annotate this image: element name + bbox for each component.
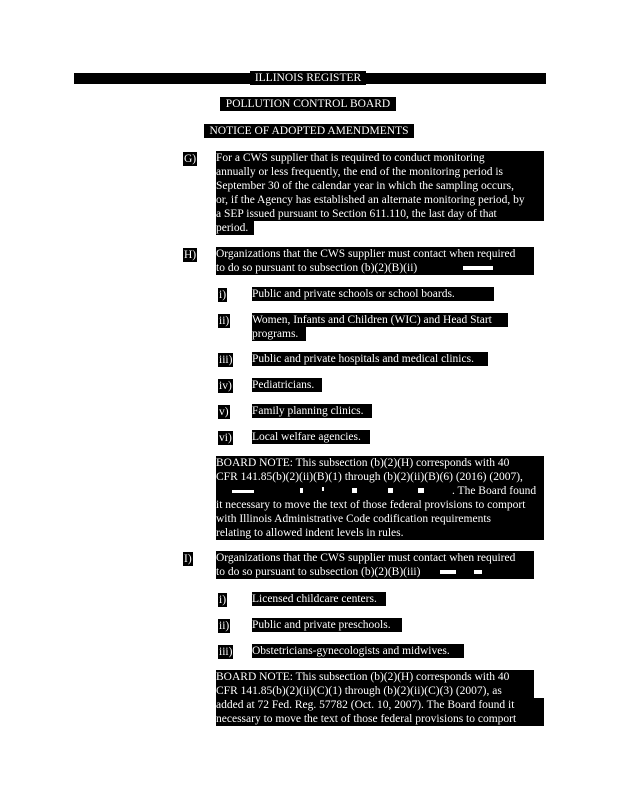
section-g-line-4: or, if the Agency has established an alternate monitoring period, by <box>216 193 544 207</box>
section-h-line-2: to do so pursuant to subsection (b)(2)(B)(ii) <box>216 261 534 275</box>
section-h-item-iii-text: Public and private hospitals and medical clinics. <box>252 352 488 366</box>
section-i-line-2: to do so pursuant to subsection (b)(2)(B)(iii) <box>216 565 534 579</box>
redaction-mark <box>352 488 357 493</box>
section-h-item-ii-text-2: programs. <box>252 327 306 341</box>
board-note-h-line-1: BOARD NOTE: This subsection (b)(2)(H) corresponds with 40 <box>216 456 544 470</box>
redaction-mark <box>440 570 456 574</box>
section-g-line-5: a SEP issued pursuant to Section 611.110, the last day of that <box>216 207 544 221</box>
section-i-line-1: Organizations that the CWS supplier must contact when required <box>216 551 534 565</box>
section-h-item-i-label: i) <box>219 289 227 301</box>
board-note-i-line-2: CFR 141.85(b)(2)(ii)(C)(1) through (b)(2)(ii)(C)(3) (2007), as <box>216 684 534 698</box>
section-g-line-3: September 30 of the calendar year in which the sampling occurs, <box>216 179 544 193</box>
redaction-mark <box>474 570 482 574</box>
redaction-mark <box>388 488 393 493</box>
section-h-item-iii-label: iii) <box>219 354 233 366</box>
section-h-line-1: Organizations that the CWS supplier must contact when required <box>216 247 534 261</box>
board-title: POLLUTION CONTROL BOARD <box>220 97 396 111</box>
section-h-item-iv-text: Pediatricians. <box>252 378 322 392</box>
section-g-line-1: For a CWS supplier that is required to conduct monitoring <box>216 151 544 165</box>
board-note-i-line-4: necessary to move the text of those federal provisions to comport <box>216 712 544 726</box>
section-i-item-ii-text: Public and private preschools. <box>252 618 402 632</box>
section-h-item-v-label: v) <box>219 406 229 418</box>
section-i-item-i-text: Licensed childcare centers. <box>252 592 386 606</box>
section-i-item-i-label: i) <box>219 594 227 606</box>
section-h-item-vi-label: vi) <box>219 432 232 444</box>
section-i-label: I) <box>184 553 192 565</box>
board-note-h-line-4: it necessary to move the text of those federal provisions to comport <box>216 498 544 512</box>
board-note-i-line-3: added at 72 Fed. Reg. 57782 (Oct. 10, 2007). The Board found it <box>216 698 544 712</box>
section-g-label: G) <box>184 153 197 165</box>
section-i-item-ii-label: ii) <box>219 620 230 632</box>
section-g-line-2: annually or less frequently, the end of the monitoring period is <box>216 165 544 179</box>
redaction-mark <box>300 488 303 493</box>
redaction-mark <box>463 266 493 270</box>
board-note-h-line-5: with Illinois Administrative Code codification requirements <box>216 512 544 526</box>
redaction-mark <box>418 488 424 493</box>
section-i-item-iii-text: Obstetricians-gynecologists and midwives. <box>252 644 464 658</box>
board-note-i-line-1: BOARD NOTE: This subsection (b)(2)(H) corresponds with 40 <box>216 670 534 684</box>
board-note-h-line-2: CFR 141.85(b)(2)(ii)(B)(1) through (b)(2)(ii)(B)(6) (2016) (2007), <box>216 470 544 484</box>
section-i-item-iii-label: iii) <box>219 646 233 658</box>
redaction-mark <box>232 490 254 493</box>
notice-title: NOTICE OF ADOPTED AMENDMENTS <box>204 124 414 138</box>
section-h-item-v-text: Family planning clinics. <box>252 404 372 418</box>
register-title: ILLINOIS REGISTER <box>250 71 366 85</box>
board-note-h-line-3: . The Board found <box>452 484 544 498</box>
section-h-item-iv-label: iv) <box>219 380 232 392</box>
section-g-line-6: period. <box>216 221 254 235</box>
section-h-label: H) <box>184 249 197 261</box>
board-note-h-line-6: relating to allowed indent levels in rules. <box>216 526 544 540</box>
section-h-item-ii-label: ii) <box>219 315 230 327</box>
section-h-item-vi-text: Local welfare agencies. <box>252 430 370 444</box>
section-h-item-ii-text-1: Women, Infants and Children (WIC) and Head Start <box>252 313 508 327</box>
section-h-item-i-text: Public and private schools or school boards. <box>252 287 494 301</box>
redaction-mark <box>322 487 324 491</box>
